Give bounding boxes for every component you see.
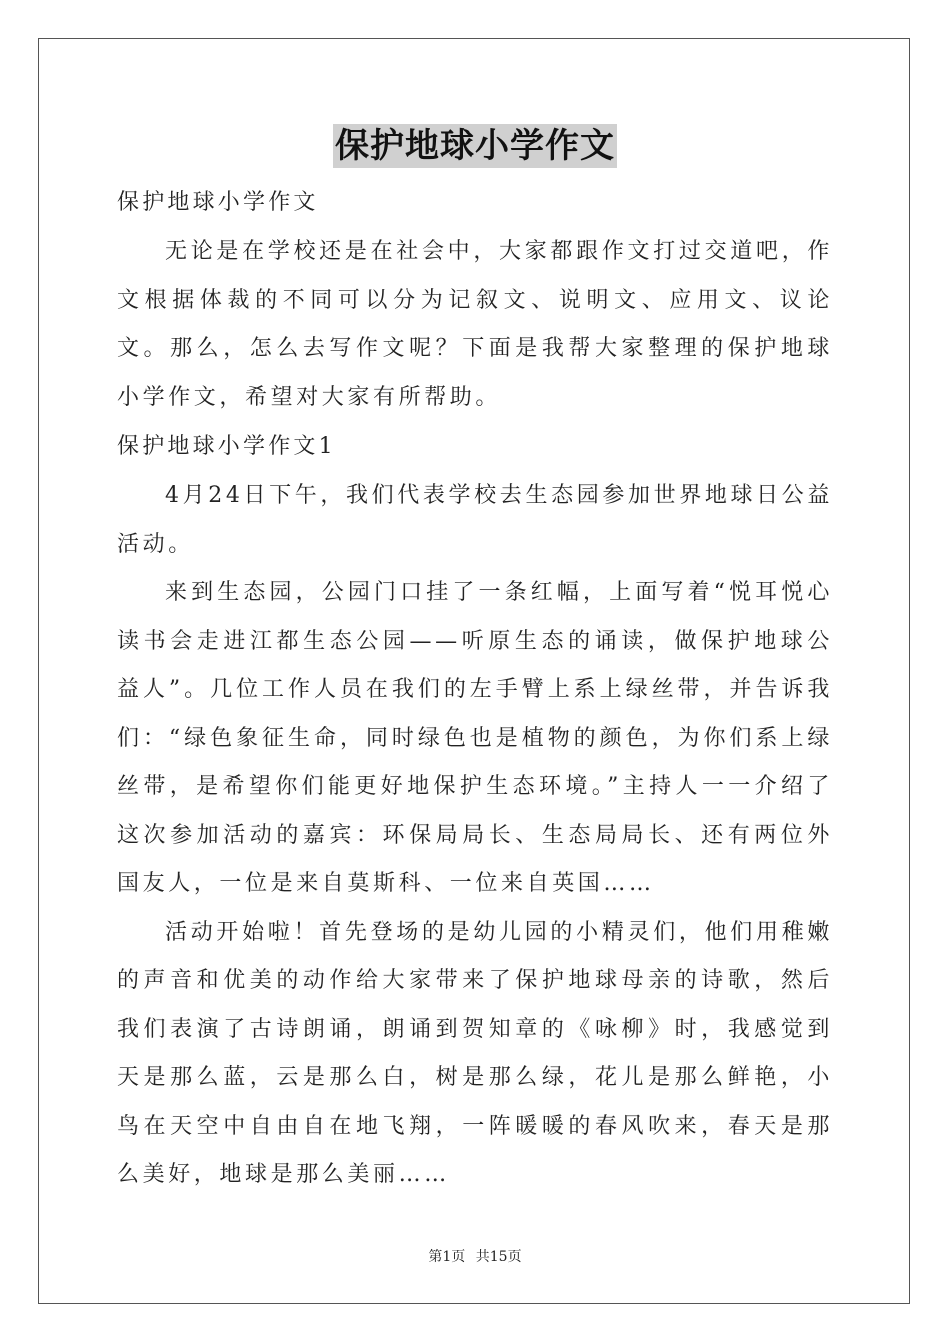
intro-paragraph: 无论是在学校还是在社会中，大家都跟作文打过交道吧，作文根据体裁的不同可以分为记叙文、说明文、应用文、议论文。那么，怎么去写作文呢？下面是我帮大家整理的保护地球小学作文，希望对大家有所帮助。 [117, 239, 833, 410]
document-body [117, 178, 833, 1200]
title-container [0, 124, 950, 168]
document-subtitle: 保护地球小学作文 [117, 190, 319, 215]
body-paragraph-3: 活动开始啦！首先登场的是幼儿园的小精灵们，他们用稚嫩的声音和优美的动作给大家带来了保护地球母亲的诗歌，然后我们表演了古诗朗诵，朗诵到贺知章的《咏柳》时，我感觉到天是那么蓝，云是那么白，树是那么绿，花儿是那么鲜艳，小鸟在天空中自由自在地飞翔，一阵暖暖的春风吹来，春天是那么美好，地球是那么美丽…… [117, 919, 833, 1187]
document-title: 保护地球小学作文 [335, 126, 615, 166]
body-paragraph-1: 4月24日下午，我们代表学校去生态园参加世界地球日公益活动。 [117, 483, 833, 557]
page-footer [0, 1246, 950, 1266]
body-paragraph-2: 来到生态园，公园门口挂了一条红幅，上面写着“悦耳悦心读书会走进江都生态公园——听原生态的诵读，做保护地球公益人”。几位工作人员在我们的左手臂上系上绿丝带，并告诉我们：“绿色象征生命，同时绿色也是植物的颜色，为你们系上绿丝带，是希望你们能更好地保护生态环境。”主持人一一介绍了这次参加活动的嘉宾：环保局局长、生态局局长、还有两位外国友人，一位是来自莫斯科、一位来自英国…… [117, 580, 833, 896]
page-total: 共15页 [475, 1249, 522, 1265]
section-heading: 保护地球小学作文1 [117, 434, 336, 459]
page-number: 第1页 [428, 1249, 466, 1265]
